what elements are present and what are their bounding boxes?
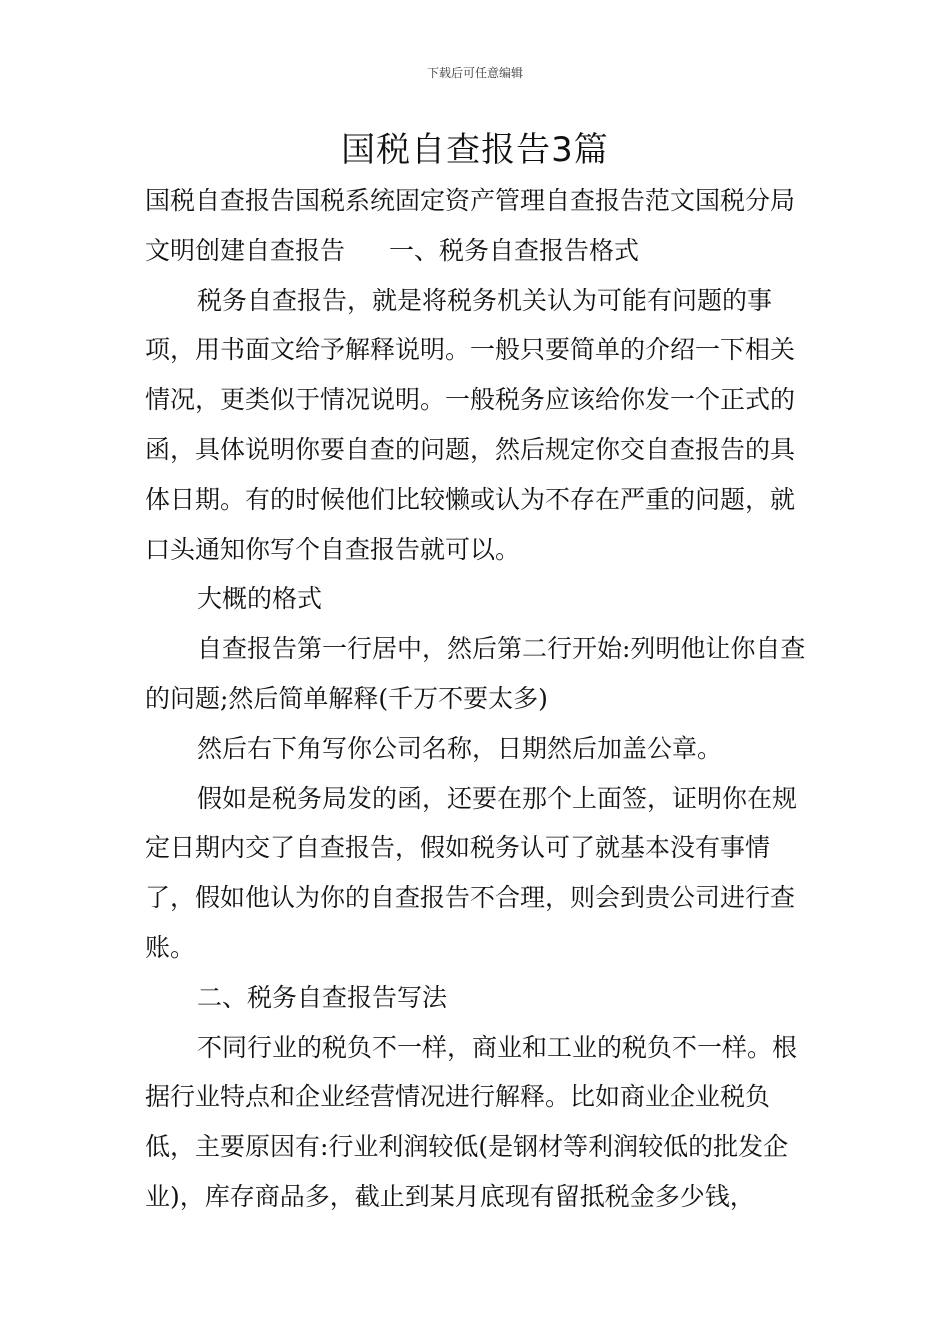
paragraph: 然后右下角写你公司名称，日期然后加盖公章。 <box>197 733 723 763</box>
page-title: 国税自查报告3篇 <box>341 130 609 170</box>
intro-text: 国税自查报告国税系统固定资产管理自查报告范文国税分局文明创建自查报告 <box>145 186 796 265</box>
header-note: 下载后可任意编辑 <box>426 66 523 80</box>
paragraph: 不同行业的税负不一样，商业和工业的税负不一样。根据行业特点和企业经营情况进行解释。比如商业企业税负低，主要原因有:行业利润较低(是钢材等利润较低的批发企业)，库存商品多，截止到某月底现有留抵税金多少钱， <box>145 1032 798 1211</box>
paragraph: 假如是税务局发的函，还要在那个上面签，证明你在规定日期内交了自查报告，假如税务认可了就基本没有事情了，假如他认为你的自查报告不合理，则会到贵公司进行查账。 <box>145 783 798 962</box>
paragraph: 大概的格式 <box>197 584 323 614</box>
section-heading-2: 二、税务自查报告写法 <box>197 982 448 1012</box>
paragraph: 自查报告第一行居中，然后第二行开始:列明他让你自查的问题;然后简单解释(千万不要太多) <box>145 634 806 713</box>
paragraph: 税务自查报告，就是将税务机关认为可能有问题的事项，用书面文给予解释说明。一般只要简单的介绍一下相关情况，更类似于情况说明。一般税务应该给你发一个正式的函，具体说明你要自查的问题，然后规定你交自查报告的具体日期。有的时候他们比较懒或认为不存在严重的问题，就口头通知你写个自查报告就可以。 <box>145 285 796 564</box>
document-body <box>145 176 810 1222</box>
intro-paragraph <box>145 176 810 276</box>
section-heading-1: 一、税务自查报告格式 <box>389 235 640 265</box>
